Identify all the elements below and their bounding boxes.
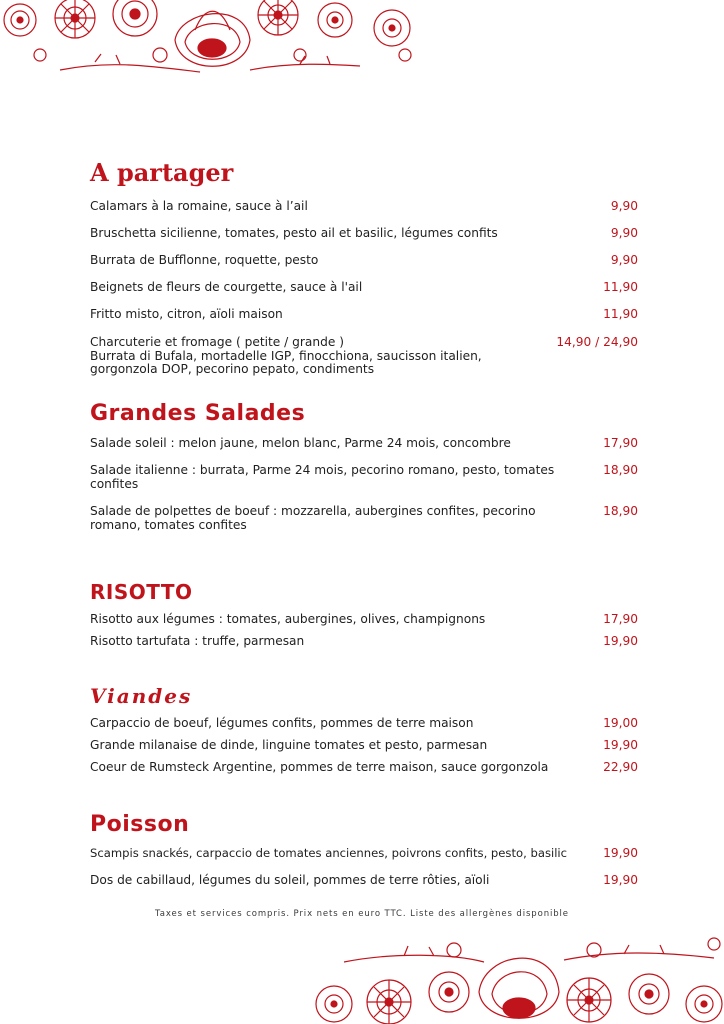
menu-item-name: Beignets de fleurs de courgette, sauce à l'ail	[90, 280, 363, 294]
menu-item-description: Burrata di Bufala, mortadelle IGP, finocchiona, saucisson italien, gorgonzola DOP, pecorino pepato, condiments	[90, 348, 482, 376]
menu-item-price: 14,90 / 24,90	[556, 335, 638, 349]
menu-item	[90, 613, 638, 627]
menu-item-name: Coeur de Rumsteck Argentine, pommes de terre maison, sauce gorgonzola	[90, 760, 549, 774]
flower-icon	[258, 0, 298, 35]
flower-icon	[175, 11, 250, 66]
menu-item	[90, 437, 638, 451]
menu-item-price: 19,90	[603, 846, 638, 860]
menu-item-name: Dos de cabillaud, légumes du soleil, pommes de terre rôties, aïoli	[90, 873, 490, 887]
menu-item-price: 19,90	[603, 738, 638, 752]
menu-item	[90, 761, 638, 775]
menu-item-price: 19,90	[603, 873, 638, 887]
section-title-poisson: Poisson	[90, 812, 190, 837]
menu-item-price: 19,90	[603, 634, 638, 648]
menu-item-price: 19,00	[603, 716, 638, 730]
flower-icon	[367, 980, 411, 1024]
menu-item-price: 17,90	[603, 436, 638, 450]
menu-item	[90, 227, 638, 241]
menu-item	[90, 847, 638, 861]
menu-item-price: 11,90	[603, 280, 638, 294]
menu-item-name: Risotto tartufata : truffe, parmesan	[90, 634, 305, 648]
menu-item-name: Calamars à la romaine, sauce à l’ail	[90, 199, 308, 213]
section-title-risotto: RISOTTO	[90, 580, 193, 604]
section-title-grandes-salades: Grandes Salades	[90, 401, 306, 426]
menu-item-name: Charcuterie et fromage ( petite / grande )	[90, 335, 344, 349]
flower-icon	[686, 986, 722, 1022]
menu-item-price: 22,90	[603, 760, 638, 774]
flower-icon	[567, 978, 611, 1022]
flower-icon	[318, 3, 352, 37]
menu-item	[90, 717, 638, 731]
menu-item-name: Burrata de Bufflonne, roquette, pesto	[90, 253, 319, 267]
section-title-viandes: Viandes	[90, 684, 193, 708]
menu-item-price: 18,90	[603, 463, 638, 477]
flower-icon	[55, 0, 95, 38]
flower-icon	[429, 972, 469, 1012]
menu-item-price: 9,90	[610, 199, 638, 213]
section-title-a-partager: A partager	[90, 158, 234, 187]
menu-item-price: 9,90	[610, 253, 638, 267]
footer-note: Taxes et services compris. Prix nets en euro TTC. Liste des allergènes disponible	[155, 909, 569, 919]
menu-item	[90, 336, 638, 377]
menu-item	[90, 739, 638, 753]
menu-item	[90, 464, 638, 491]
menu-item	[90, 308, 638, 322]
flower-icon	[629, 974, 669, 1014]
menu-item-name: Scampis snackés, carpaccio de tomates anciennes, poivrons confits, pesto, basilic	[90, 846, 568, 860]
menu-item	[90, 200, 638, 214]
floral-decoration-top	[0, 0, 420, 85]
flower-icon	[374, 10, 410, 46]
menu-item	[90, 635, 638, 649]
menu-item	[90, 874, 638, 888]
flower-icon	[479, 958, 559, 1018]
menu-item-name: Fritto misto, citron, aïoli maison	[90, 307, 283, 321]
menu-item-name: Salade de polpettes de boeuf : mozzarella, aubergines confites, pecorino romano, tomates confites	[90, 504, 536, 532]
flower-icon	[316, 986, 352, 1022]
menu-item	[90, 281, 638, 295]
menu-item-name: Grande milanaise de dinde, linguine tomates et pesto, parmesan	[90, 738, 488, 752]
menu-item-name: Carpaccio de boeuf, légumes confits, pommes de terre maison	[90, 716, 474, 730]
menu-item-name: Salade italienne : burrata, Parme 24 mois, pecorino romano, pesto, tomates confites	[90, 463, 555, 491]
flower-icon	[113, 0, 157, 36]
menu-item	[90, 505, 638, 532]
menu-item-name: Risotto aux légumes : tomates, aubergines, olives, champignons	[90, 612, 486, 626]
menu-item-name: Salade soleil : melon jaune, melon blanc, Parme 24 mois, concombre	[90, 436, 511, 450]
menu-item-name: Bruschetta sicilienne, tomates, pesto ail et basilic, légumes confits	[90, 226, 498, 240]
menu-item	[90, 254, 638, 268]
menu-item-price: 18,90	[603, 504, 638, 518]
menu-item-price: 9,90	[610, 226, 638, 240]
menu-item-price: 11,90	[603, 307, 638, 321]
menu-item-price: 17,90	[603, 612, 638, 626]
floral-decoration-bottom	[304, 932, 724, 1024]
flower-icon	[4, 4, 36, 36]
